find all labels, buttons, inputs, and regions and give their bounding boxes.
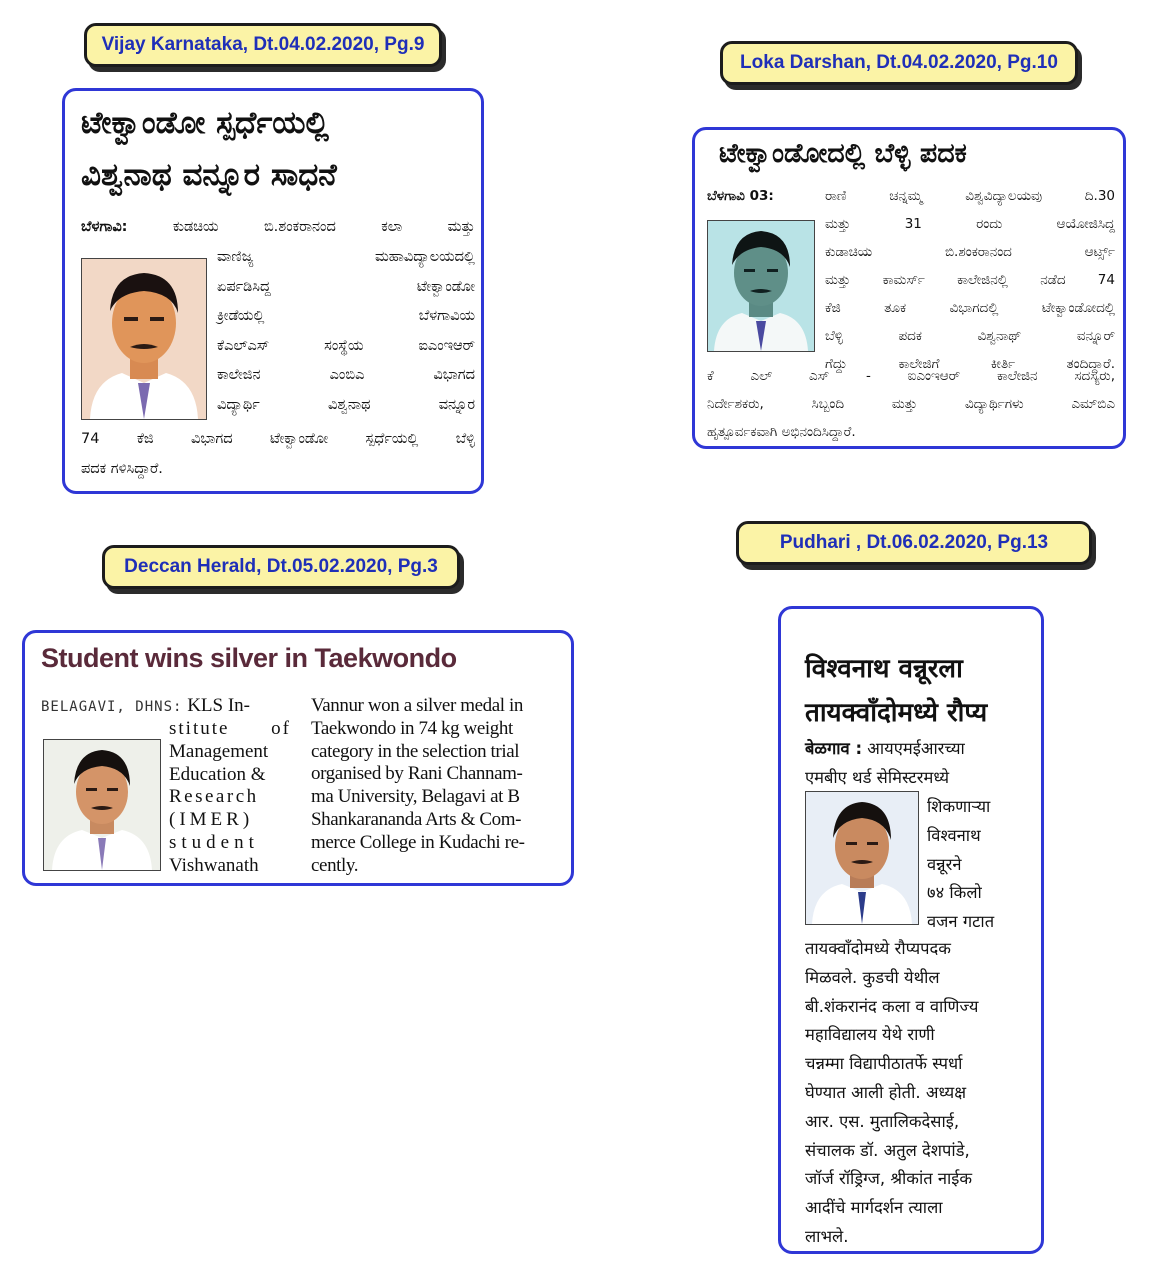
student-portrait-image <box>44 740 160 870</box>
clipping-pudhari <box>778 606 1044 1254</box>
body-line: Shankarananda Arts & Com- <box>311 808 522 830</box>
body-line: KLS In- <box>187 695 250 716</box>
body-line: merce College in Kudachi re- <box>311 831 525 853</box>
article-top <box>805 735 1041 793</box>
body-line: ಬೆಳ್ಳಿ ಪದಕ ವಿಶ್ವನಾಥ್ ವನ್ನೂರ್ <box>825 328 1115 344</box>
body-line: 74 ಕೆಜಿ ವಿಭಾಗದ ಟೇಕ್ವಾಂಡೋ ಸ್ಪರ್ಧೆಯಲ್ಲಿ ಬೆಳ್ಳಿ <box>81 431 475 447</box>
student-portrait-image <box>82 259 206 419</box>
dateline: बेळगाव : <box>805 739 863 758</box>
body-line: ಕೆ ಎಲ್ ಎಸ್ - ಐಎಂಇಆರ್ ಕಾಲೇಜಿನ ಸದಸ್ಯರು, <box>707 368 1115 384</box>
body-line: organised by Rani Channam- <box>311 763 523 785</box>
body-line: मिळवले. कुडची येथील <box>805 967 940 987</box>
article-first-line <box>41 695 250 719</box>
article-body-beside-photo <box>927 793 994 937</box>
body-line: महाविद्यालय येथे राणी <box>805 1025 935 1045</box>
body-line: आर. एस. मुतालिकदेसाई, <box>805 1111 960 1131</box>
source-tag-deccan-herald: Deccan Herald, Dt.05.02.2020, Pg.3 <box>102 545 460 589</box>
body-line: वन्नूरने <box>927 854 962 874</box>
body-line: विश्वनाथ <box>927 825 981 845</box>
article-body-bottom <box>805 935 978 1252</box>
body-line: ರಾಣಿ ಚನ್ನಮ್ಮ ವಿಶ್ವವಿದ್ಯಾಲಯವು ದಿ.30 <box>825 188 1115 204</box>
dateline <box>707 182 774 210</box>
body-line: शिकणाऱ्या <box>927 797 991 816</box>
body-line: घेण्यात आली होती. अध्यक्ष <box>805 1082 967 1102</box>
headline-line-1: विश्वनाथ वन्नूरला <box>805 654 963 684</box>
body-line: लाभले. <box>805 1226 849 1246</box>
student-photo <box>81 258 207 420</box>
body-line: student <box>169 831 259 853</box>
clipping-deccan-herald <box>22 630 574 886</box>
body-line: ವಾಣಿಜ್ಯ ಮಹಾವಿದ್ಯಾಲಯದಲ್ಲಿ <box>217 249 475 265</box>
clipping-vijay-karnataka <box>62 88 484 494</box>
student-photo <box>805 791 919 925</box>
body-line: Management <box>169 740 269 762</box>
article-body-bottom <box>81 425 475 484</box>
headline-line-2: ವಿಶ್ವನಾಥ ವನ್ನೂರ ಸಾಧನೆ <box>81 157 337 193</box>
source-tag-loka-darshan: Loka Darshan, Dt.04.02.2020, Pg.10 <box>720 41 1078 85</box>
body-line: जॉर्ज रॉड्रिग्ज, श्रीकांत नाईक <box>805 1169 973 1189</box>
body-line: ಹೃತ್ಪೂರ್ವಕವಾಗಿ ಅಭಿನಂದಿಸಿದ್ದಾರೆ. <box>707 424 856 440</box>
body-line: stitute of <box>169 718 291 739</box>
body-line: बी.शंकरानंद कला व वाणिज्य <box>805 996 979 1016</box>
body-line: ಕ್ರೀಡೆಯಲ್ಲಿ ಬೆಳಗಾವಿಯ <box>217 308 475 324</box>
body-line: एमबीए थर्ड सेमिस्टरमध्ये <box>805 767 950 787</box>
body-line: Research <box>169 786 259 808</box>
body-line: आदींचे मार्गदर्शन त्याला <box>805 1198 943 1218</box>
article-body-bottom <box>707 362 1115 446</box>
body-line: category in the selection trial <box>311 740 520 762</box>
body-line: ವಿದ್ಯಾರ್ಥಿ ವಿಶ್ವನಾಥ ವನ್ನೂರ <box>217 396 475 413</box>
clipping-loka-darshan <box>692 127 1126 449</box>
body-line: संचालक डॉ. अतुल देशपांडे, <box>805 1140 970 1160</box>
body-line: ७४ किलो <box>927 883 982 903</box>
dateline-text: ಬೆಳಗಾವಿ 03: <box>707 188 774 204</box>
student-portrait-image <box>708 221 814 351</box>
dateline: BELAGAVI, DHNS: <box>41 699 183 715</box>
dateline: ಬೆಳಗಾವಿ: <box>81 219 128 235</box>
body-line: Taekwondo in 74 kg weight <box>311 717 513 739</box>
headline-line-2: तायक्वाँदोमध्ये रौप्य <box>805 698 988 728</box>
body-line: ಏರ್ಪಡಿಸಿದ್ದ ಟೇಕ್ವಾಂಡೋ <box>217 278 475 295</box>
article-body-beside-photo <box>217 243 475 420</box>
body-line: ಮತ್ತು 31 ರಂದು ಆಯೋಜಿಸಿದ್ದ <box>825 216 1115 232</box>
body-line: ಕೆಎಲ್‌ಎಸ್ ಸಂಸ್ಥೆಯ ಐಎಂಇಆರ್ <box>217 337 475 354</box>
source-tag-vijay-karnataka: Vijay Karnataka, Dt.04.02.2020, Pg.9 <box>84 23 442 67</box>
headline: ಟೇಕ್ವಾಂಡೋದಲ್ಲಿ ಬೆಳ್ಳಿ ಪದಕ <box>719 138 967 169</box>
body-line: ಗೆದ್ದು ಕಾಲೇಜಿಗೆ ಕೀರ್ತಿ ತಂದಿದ್ದಾರೆ. <box>825 356 1115 372</box>
body-line: ಪದಕ ಗಳಿಸಿದ್ದಾರೆ. <box>81 460 163 477</box>
body-line: ನಿರ್ದೇಶಕರು, ಸಿಬ್ಬಂದಿ ಮತ್ತು ವಿದ್ಯಾರ್ಥಿಗಳು ಎಮ್‌ಬಿಎ <box>707 396 1115 412</box>
body-line: ಕಾಲೇಜಿನ ಎಂಬಿಎ ವಿಭಾಗದ <box>217 367 475 383</box>
body-line: ಕೆಜಿ ತೂಕ ವಿಭಾಗದಲ್ಲಿ ಟೇಕ್ವಾಂಡೋದಲ್ಲಿ <box>825 300 1115 316</box>
article-column-1 <box>169 718 291 878</box>
headline-line-1: ಟೇಕ್ವಾಂಡೋ ಸ್ಪರ್ಧೆಯಲ್ಲಿ <box>81 105 329 141</box>
article-body-beside-photo <box>825 182 1115 378</box>
headline: Student wins silver in Taekwondo <box>41 643 457 673</box>
student-portrait-image <box>806 792 918 924</box>
body-line: आयएमईआरच्या <box>867 739 965 758</box>
body-line: Vannur won a silver medal in <box>311 695 523 716</box>
student-photo <box>43 739 161 871</box>
body-line: चन्नम्मा विद्यापीठातर्फे स्पर्धा <box>805 1054 963 1074</box>
body-line: ಮತ್ತು ಕಾಮರ್ಸ್ ಕಾಲೇಜಿನಲ್ಲಿ ನಡೆದ 74 <box>825 272 1115 288</box>
body-line: ಕುಡಾಚಿಯ ಬಿ.ಶಂಕರಾನಂದ ಆರ್ಟ್ಸ್ <box>825 244 1115 260</box>
body-line: ma University, Belagavi at B <box>311 786 520 808</box>
body-line: वजन गटात <box>927 912 995 932</box>
student-photo <box>707 220 815 352</box>
body-line: तायक्वाँदोमध्ये रौप्यपदक <box>805 939 951 958</box>
body-line: ಕುಡಚಿಯ ಬಿ.ಶಂಕರಾನಂದ ಕಲಾ ಮತ್ತು <box>172 219 475 235</box>
source-tag-pudhari: Pudhari , Dt.06.02.2020, Pg.13 <box>736 521 1092 565</box>
body-line: (IMER) <box>169 809 254 831</box>
body-line: cently. <box>311 854 359 876</box>
body-line: Education & <box>169 763 266 785</box>
article-column-2 <box>311 695 561 877</box>
article-first-line <box>81 213 475 243</box>
body-line: Vishwanath <box>169 854 259 876</box>
